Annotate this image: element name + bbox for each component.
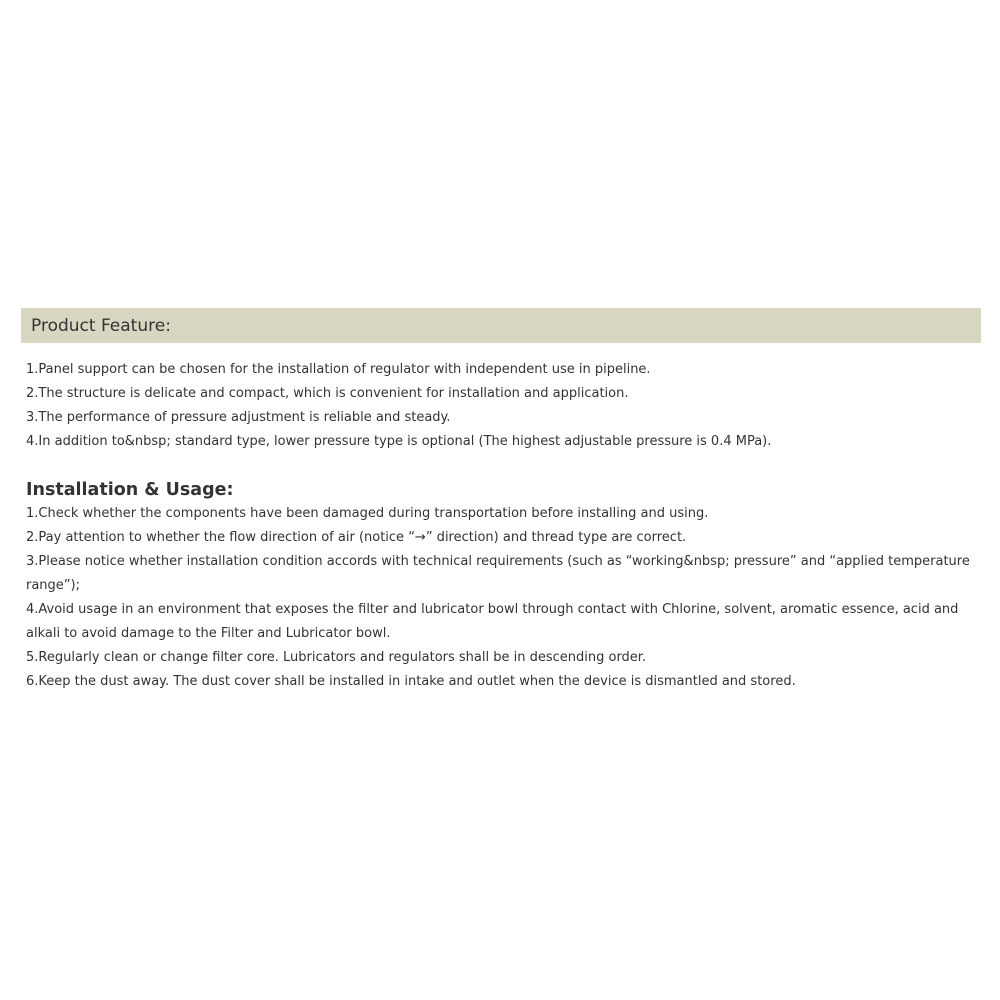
feature-item: 1.Panel support can be chosen for the installation of regulator with independent use in pipeline. [26, 362, 651, 377]
installation-item: 2.Pay attention to whether the flow direction of air (notice “→” direction) and thread type are correct. [26, 530, 687, 545]
installation-item: 6.Keep the dust away. The dust cover shall be installed in intake and outlet when the device is dismantled and stored. [26, 674, 796, 689]
product-feature-title: Product Feature: [31, 315, 171, 336]
product-feature-header [21, 308, 981, 343]
feature-item: 3.The performance of pressure adjustment is reliable and steady. [26, 410, 451, 425]
installation-item: 1.Check whether the components have been damaged during transportation before installing and using. [26, 506, 709, 521]
installation-item: 3.Please notice whether installation condition accords with technical requirements (such as “working&nbsp; pressure” and “applied temperature range”); [26, 554, 970, 593]
installation-usage-list [26, 502, 976, 694]
feature-item: 4.In addition to&nbsp; standard type, lower pressure type is optional (The highest adjustable pressure is 0.4 MPa). [26, 434, 772, 449]
feature-item: 2.The structure is delicate and compact, which is convenient for installation and application. [26, 386, 629, 401]
installation-item: 5.Regularly clean or change filter core. Lubricators and regulators shall be in descending order. [26, 650, 647, 665]
installation-usage-title: Installation & Usage: [26, 480, 234, 500]
product-feature-list [26, 358, 976, 454]
installation-item: 4.Avoid usage in an environment that exposes the filter and lubricator bowl through contact with Chlorine, solvent, aromatic essence, acid and alkali to avoid damage to the Filter and Lubricator bowl. [26, 602, 959, 641]
